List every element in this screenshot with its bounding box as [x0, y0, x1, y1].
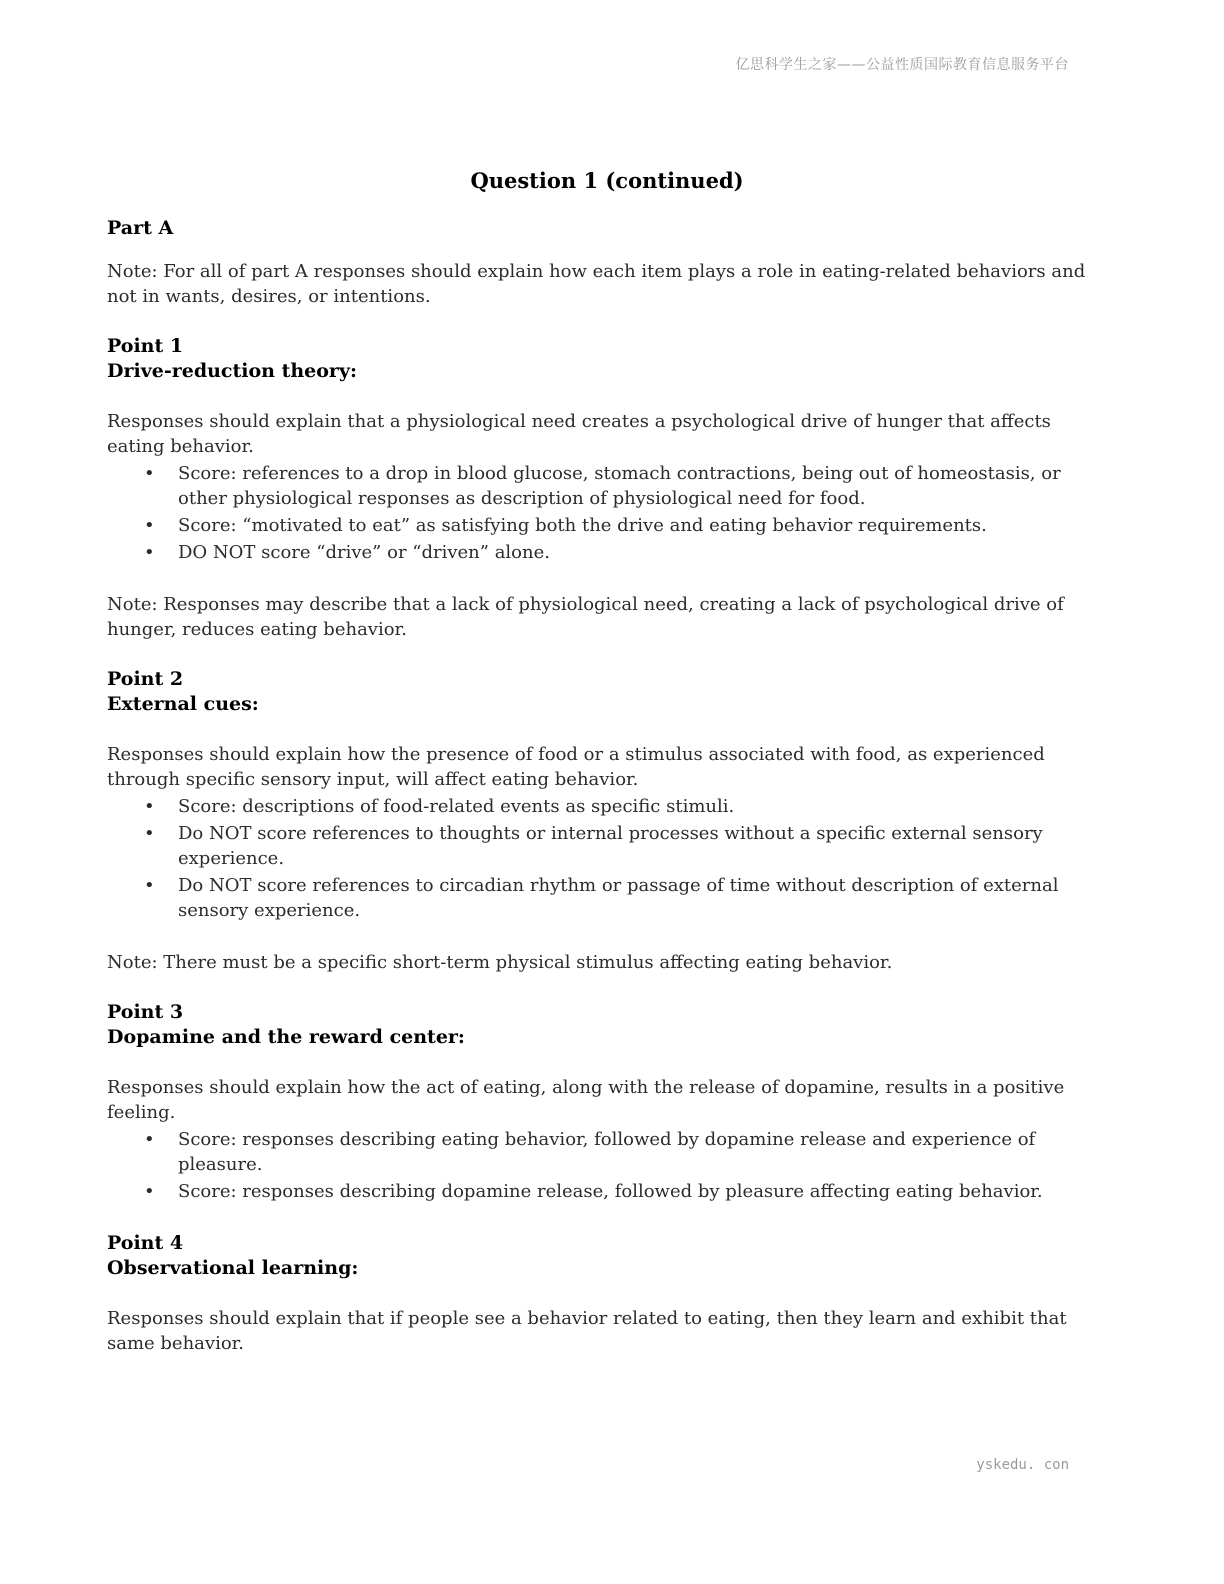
bullet-icon: • [144, 823, 155, 844]
list-item: • Do NOT score references to circadian rhythm or passage of time without description of external sensory experience. [144, 875, 1059, 921]
point-heading: Observational learning: [107, 1257, 359, 1279]
list-item: • Score: responses describing eating behavior, followed by dopamine release and experience of pleasure. [144, 1129, 1036, 1175]
part-note: Note: For all of part A responses should explain how each item plays a role in eating-related behaviors and not in wants, desires, or intentions. [107, 261, 1086, 307]
point-description: Responses should explain that a physiological need creates a psychological drive of hunger that affects eating behavior. [107, 411, 1051, 457]
point-heading: External cues: [107, 693, 259, 715]
point-label: Point 1 [107, 335, 184, 357]
point-description: Responses should explain that if people see a behavior related to eating, then they learn and exhibit that same behavior. [107, 1308, 1067, 1354]
bullet-icon: • [144, 1181, 155, 1202]
list-item: • DO NOT score “drive” or “driven” alone. [144, 542, 550, 563]
list-item: • Do NOT score references to thoughts or internal processes without a specific external sensory experience. [144, 823, 1043, 869]
point-2-section [107, 667, 1107, 975]
list-item: • Score: “motivated to eat” as satisfying both the drive and eating behavior requirements. [144, 515, 987, 536]
part-heading: Part A [107, 217, 174, 239]
list-item: • Score: references to a drop in blood glucose, stomach contractions, being out of homeostasis, or other physiological responses as description of physiological need for food. [144, 463, 1061, 509]
point-label: Point 4 [107, 1232, 184, 1254]
bullet-icon: • [144, 1129, 155, 1150]
bullet-icon: • [144, 875, 155, 896]
page-title: Question 1 (continued) [470, 168, 744, 193]
point-note: Note: Responses may describe that a lack of physiological need, creating a lack of psychological drive of hunger, reduces eating behavior. [107, 594, 1064, 640]
footer-watermark: yskedu. con [976, 1457, 1069, 1473]
list-item: • Score: responses describing dopamine release, followed by pleasure affecting eating behavior. [144, 1181, 1043, 1202]
point-heading: Dopamine and the reward center: [107, 1026, 465, 1048]
header-watermark: 亿思科学生之家——公益性质国际教育信息服务平台 [735, 57, 1069, 73]
bullet-list [107, 461, 1107, 565]
point-3-section [107, 1000, 1107, 1204]
list-item: • Score: descriptions of food-related events as specific stimuli. [144, 796, 735, 817]
point-1-section [107, 334, 1107, 642]
bullet-icon: • [144, 796, 155, 817]
bullet-icon: • [144, 515, 155, 536]
bullet-list [107, 794, 1107, 923]
bullet-list [107, 1127, 1107, 1204]
bullet-icon: • [144, 463, 155, 484]
point-description: Responses should explain how the presence of food or a stimulus associated with food, as experienced through specific sensory input, will affect eating behavior. [107, 744, 1045, 790]
document-body [107, 168, 1107, 1356]
bullet-icon: • [144, 542, 155, 563]
point-description: Responses should explain how the act of eating, along with the release of dopamine, results in a positive feeling. [107, 1077, 1065, 1123]
point-note: Note: There must be a specific short-term physical stimulus affecting eating behavior. [107, 952, 893, 973]
point-4-section [107, 1231, 1107, 1356]
point-label: Point 3 [107, 1001, 184, 1023]
point-label: Point 2 [107, 668, 184, 690]
point-heading: Drive-reduction theory: [107, 360, 357, 382]
